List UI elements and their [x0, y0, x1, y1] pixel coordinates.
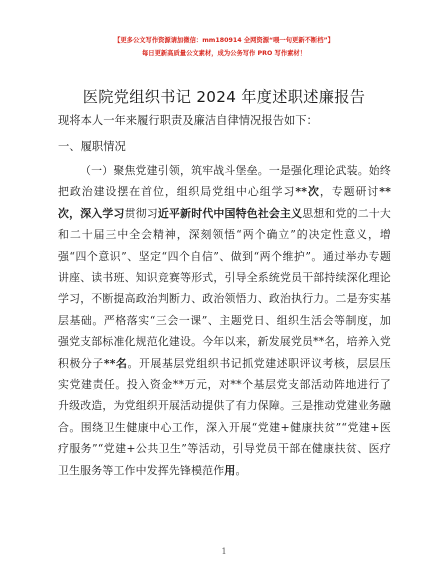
section-heading-1: 一、履职情况 [58, 140, 126, 153]
intro-paragraph: 现将本人一年来履行职责及廉洁自律情况报告如下： [58, 114, 318, 127]
bold-text: **名 [103, 356, 128, 370]
promo-banner [0, 34, 448, 60]
paragraph-text: 贯彻习 [124, 206, 158, 220]
bold-text: **次，深入学习 [58, 185, 391, 220]
paragraph-text: 思想和党的二十大和二十届三中全会精神，深刻领悟“两个确立”的决定性意义，增强“四个意识”、坚定“四个自信”、做到“两个维护”。通过举办专题讲座、读书班、知识竞赛等形式，引导全系统党员干部持续深化理论学习，不断提高政治判断力、政治领悟力、政治执行力。二是夯实基层基础。严格落实“三会一课”、主题党日、组织生活会等制度，加强党支部标准化规范化建设。今年以来，新发展党员 [58, 206, 392, 349]
page-number: 1 [221, 547, 227, 556]
paragraph-text: 一是强化理论武装。始终把政治建设摆在首位，组织局党组中心组学习 [58, 164, 392, 199]
paragraph-text: 。 [235, 463, 247, 477]
paragraph-lead: （一）聚焦党建引领，筑牢战斗堡垒。 [80, 164, 269, 177]
document-title: 医院党组织书记 2024 年度述职述廉报告 [82, 88, 366, 106]
bold-text: **次 [295, 185, 320, 199]
paragraph-text: ，专题研讨 [319, 185, 380, 199]
body-paragraph-1 [58, 160, 391, 481]
bold-text: 用 [224, 463, 236, 477]
paragraph-text: **名，培养入党积极分子 [58, 335, 391, 370]
bold-text: 近平新时代中国特色社会主义 [157, 206, 303, 220]
paragraph-text: 。开展基层党组织书记抓党建述职评议考核，层层压实党建责任。投入资金**万元，对**个基层党支部活动阵地进行了升级改造，为党组织开展活动提供了有力保障。三是推动党建业务融合。围绕卫生健康中心工作，深入开展“党建+健康扶贫”“党建+医疗服务”“党建+公共卫生”等活动，引导党员干部在健康扶贫、医疗卫生服务等工作中发挥先锋模范作 [58, 356, 391, 477]
banner-line-2: 每日更新高质量公文素材，成为公务写作 PRO 写作素材！ [141, 50, 307, 57]
banner-line-1: 【更多公文写作资源请加微信：mm180914 全网资源“喂一句更新不断档”】 [114, 37, 334, 44]
